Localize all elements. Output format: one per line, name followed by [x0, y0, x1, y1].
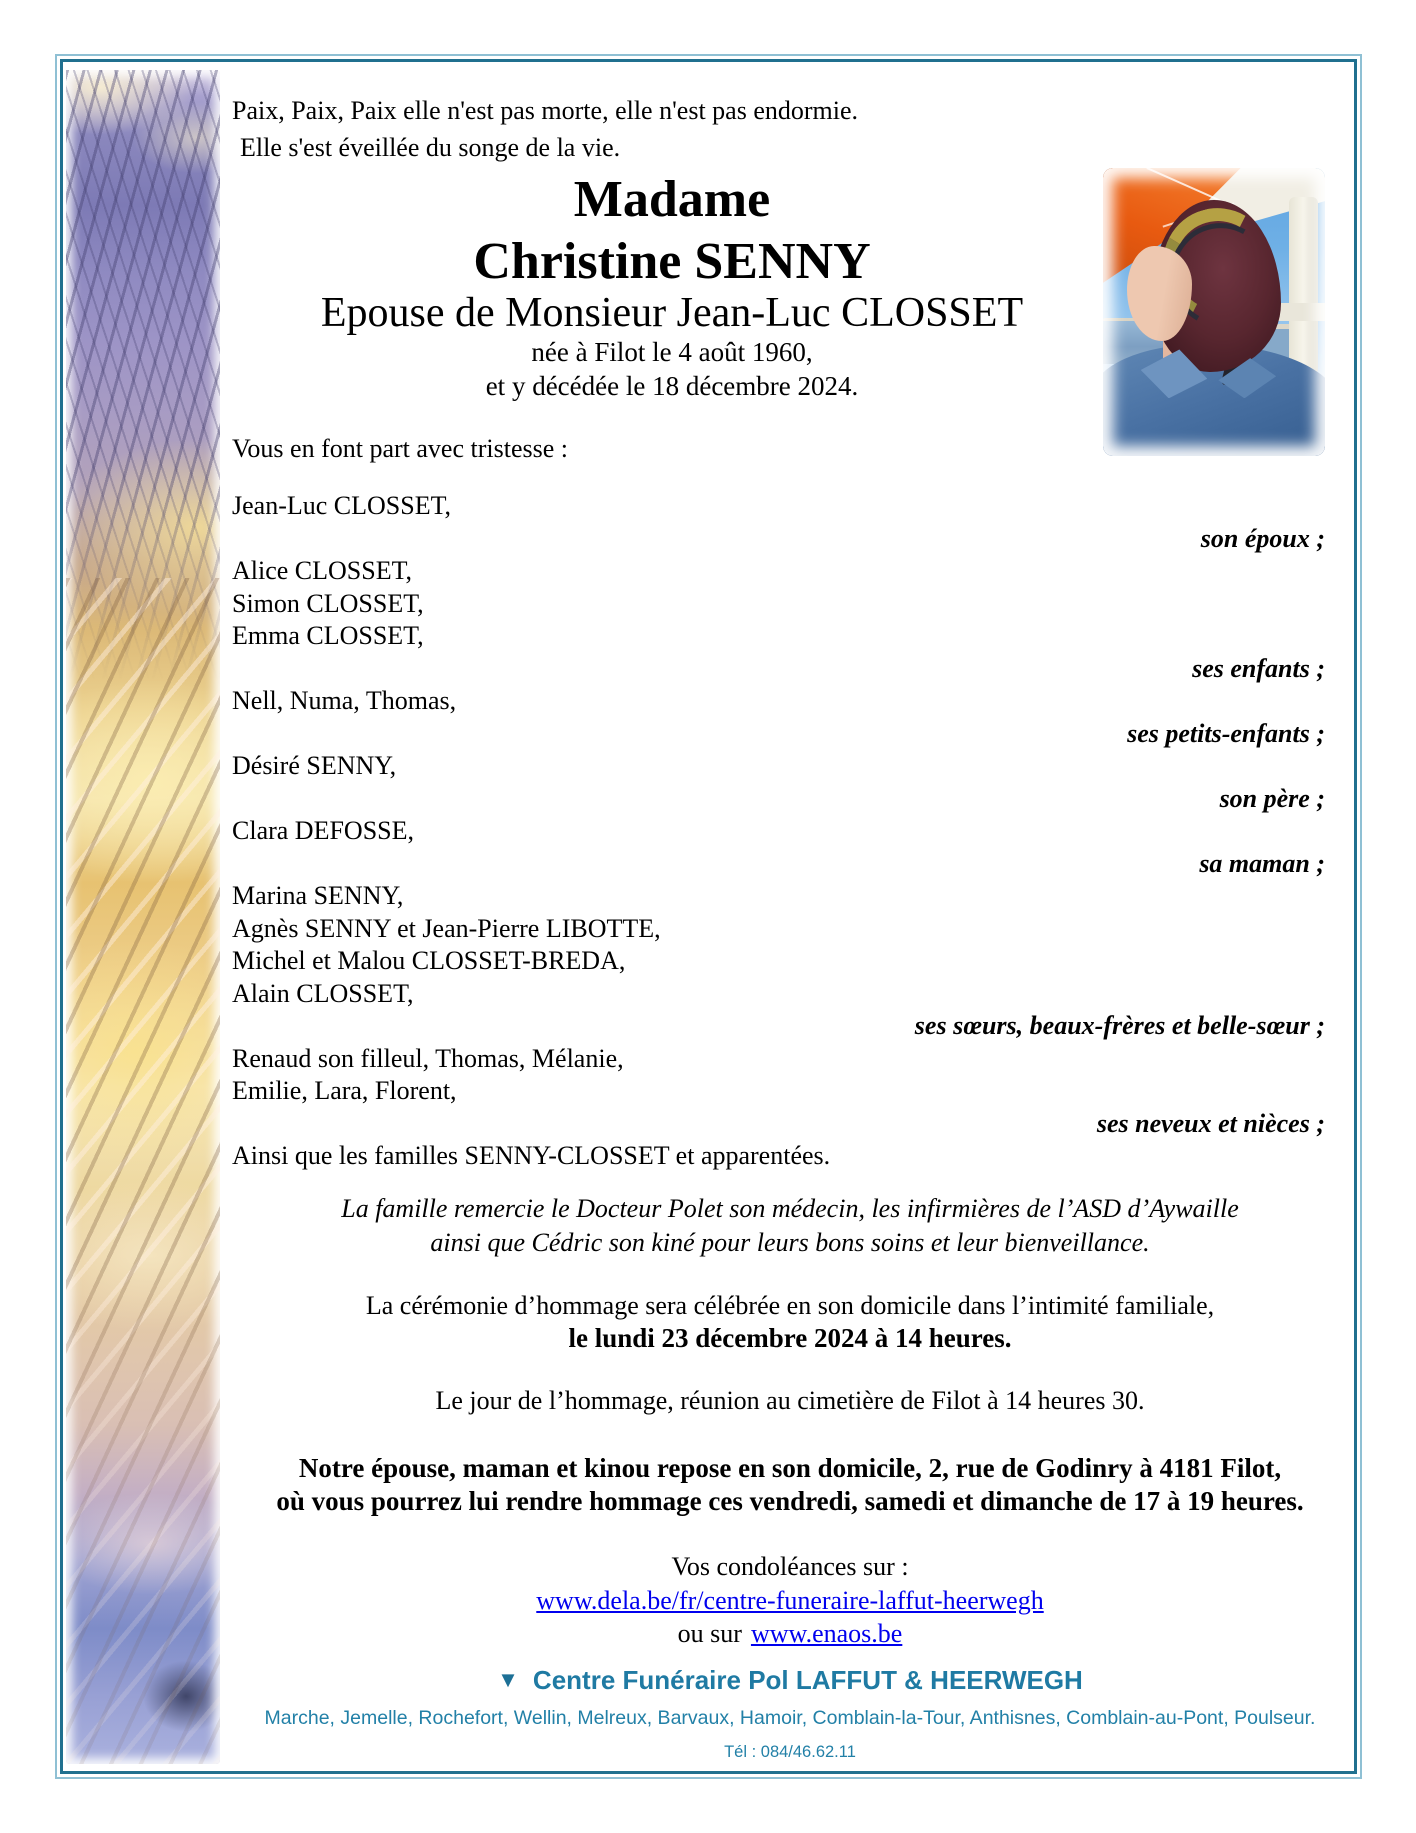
family-name-line: Alice CLOSSET,	[232, 556, 413, 585]
funeral-home-name: Centre Funéraire Pol LAFFUT & HEERWEGH	[532, 1665, 1083, 1695]
spouse-line: Epouse de Monsieur Jean-Luc CLOSSET	[320, 290, 1024, 336]
family-name-line: Ainsi que les familles SENNY-CLOSSET et apparentées.	[232, 1141, 831, 1170]
relation-label: son époux ;	[1200, 523, 1325, 553]
announcement-line: Vous en font part avec tristesse :	[232, 434, 568, 463]
thanks-line-2: ainsi que Cédric son kiné pour leurs bons soins et leur bienveillance.	[430, 1228, 1150, 1257]
gathering-line: Le jour de l’hommage, réunion au cimetière de Filot à 14 heures 30.	[435, 1386, 1145, 1415]
ceremony-date-line: le lundi 23 décembre 2024 à 14 heures.	[568, 1323, 1012, 1353]
condolences-intro: Vos condoléances sur :	[671, 1552, 909, 1581]
family-name-line: Emma CLOSSET,	[232, 621, 424, 650]
family-name-line: Nell, Numa, Thomas,	[232, 686, 457, 715]
family-name-line: Alain CLOSSET,	[232, 978, 414, 1008]
relation-label: ses neveux et nièces ;	[1096, 1108, 1325, 1138]
ceremony-line: La cérémonie d’hommage sera célébrée en son domicile dans l’intimité familiale,	[365, 1291, 1215, 1320]
family-name-line: Renaud son filleul, Thomas, Mélanie,	[232, 1043, 624, 1073]
death-line: et y décédée le 18 décembre 2024.	[485, 371, 859, 401]
funeral-home-phone: Tél : 084/46.62.11	[724, 1743, 856, 1761]
relation-label: son père ;	[1219, 783, 1325, 813]
page-frame	[55, 54, 1362, 1779]
family-name-line: Clara DEFOSSE,	[232, 816, 414, 845]
title-block	[232, 62, 1112, 422]
condolences-link-dela[interactable]: www.dela.be/fr/centre-funeraire-laffut-heerwegh	[536, 1586, 1044, 1615]
winter-photo-strip	[66, 70, 220, 1764]
visitation-paragraph	[232, 1452, 1348, 1518]
thanks-line-1: La famille remercie le Docteur Polet son médecin, les infirmières de l’ASD d’Aywaille	[341, 1194, 1239, 1223]
deceased-name: Christine SENNY	[473, 233, 871, 290]
funeral-home-locations: Marche, Jemelle, Rochefort, Wellin, Melreux, Barvaux, Hamoir, Comblain-la-Tour, Anthisnes, Comblain-au-Pont, Poulseur.	[264, 1707, 1316, 1729]
family-name-line: Désiré SENNY,	[232, 751, 397, 780]
family-name-line: Jean-Luc CLOSSET,	[232, 491, 452, 520]
family-name-line: Michel et Malou CLOSSET-BREDA,	[232, 946, 626, 975]
relation-label: ses enfants ;	[1192, 653, 1325, 683]
epigraph-line-2: Elle s'est éveillée du songe de la vie.	[240, 133, 621, 162]
funeral-home-brand	[232, 1664, 1348, 1698]
text-column	[232, 62, 1348, 1771]
family-name-line: Marina SENNY,	[232, 881, 404, 910]
relation-label: ses sœurs, beaux-frères et belle-sœur ;	[914, 1011, 1325, 1040]
family-name-line: Emilie, Lara, Florent,	[232, 1076, 457, 1105]
family-list	[232, 490, 1348, 1173]
visitation-line-2: où vous pourrez lui rendre hommage ces vendredi, samedi et dimanche de 17 à 19 heures.	[276, 1486, 1304, 1516]
birth-line: née à Filot le 4 août 1960,	[531, 337, 813, 367]
family-name-line: Simon CLOSSET,	[232, 588, 424, 618]
epigraph-line-1: Paix, Paix, Paix elle n'est pas morte, elle n'est pas endormie.	[232, 96, 859, 125]
relation-label: sa maman ;	[1199, 848, 1325, 878]
visitation-line-1: Notre épouse, maman et kinou repose en son domicile, 2, rue de Godinry à 4181 Filot,	[298, 1453, 1282, 1483]
condolences-line-2	[232, 1617, 1348, 1650]
page-frame-inner	[60, 59, 1357, 1774]
triangle-down-icon: ▼	[497, 1667, 519, 1692]
condolences-link-enaos[interactable]: www.enaos.be	[750, 1619, 903, 1648]
condolences-prefix: ou sur	[677, 1619, 742, 1648]
family-name-line: Agnès SENNY et Jean-Pierre LIBOTTE,	[232, 913, 661, 943]
thanks-paragraph	[232, 1192, 1348, 1260]
title-prefix: Madame	[573, 171, 771, 228]
relation-label: ses petits-enfants ;	[1127, 718, 1325, 748]
